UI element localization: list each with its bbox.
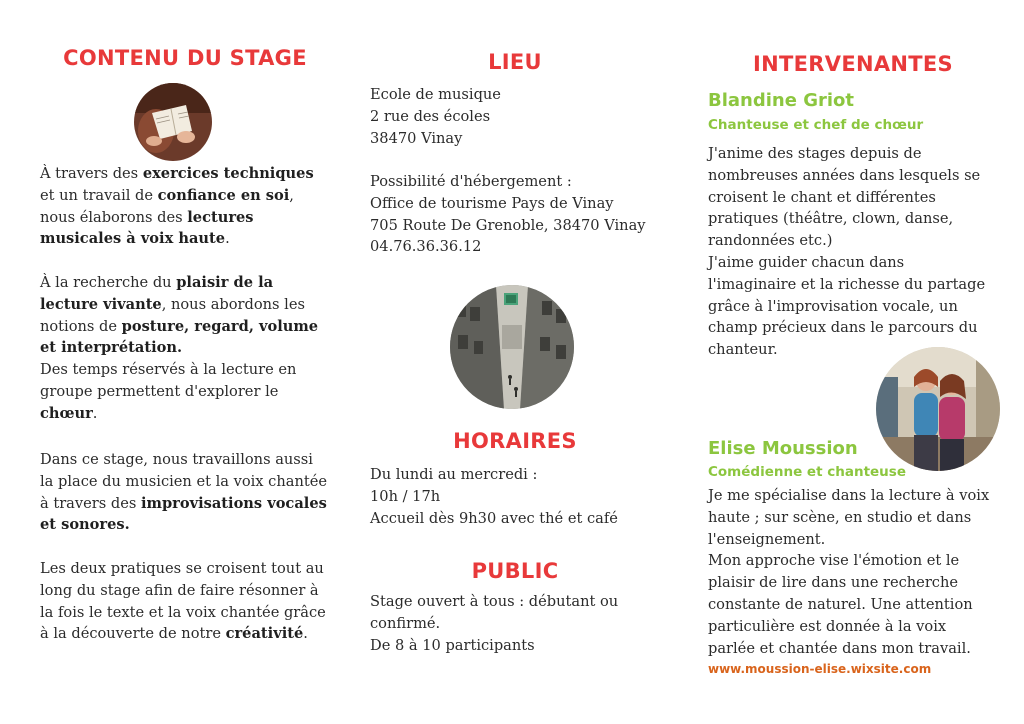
elise-name: Elise Moussion	[708, 438, 858, 459]
public-heading: PUBLIC	[471, 559, 559, 583]
blandine-name: Blandine Griot	[708, 90, 854, 111]
contenu-paragraph-1: À travers des exercices techniques et un travail de confiance en soi, nous élaborons des lectures musicales à voix haute.	[40, 165, 314, 248]
lieu-lodging: Possibilité d'hébergement : Office de tourisme Pays de Vinay 705 Route De Grenoble, 38470 Vinay 04.76.36.36.12	[370, 173, 646, 256]
public-lines: Stage ouvert à tous : débutant ou confirmé. De 8 à 10 participants	[370, 593, 619, 654]
contenu-paragraph-2: À la recherche du plaisir de la lecture vivante, nous abordons les notions de posture, regard, volume et interprétation. Des temps réservés à la lecture en groupe permettent d'explorer le chœur.	[40, 274, 319, 422]
contenu-column	[40, 0, 330, 724]
intervenantes-photo	[876, 347, 1000, 471]
contenu-paragraph-3: Dans ce stage, nous travaillons aussi la place du musicien et la voix chantée à travers des improvisations vocales et sonores.	[40, 451, 327, 534]
horaires-heading: HORAIRES	[453, 429, 577, 453]
intervenantes-column	[708, 0, 998, 724]
contenu-heading: CONTENU DU STAGE	[63, 46, 307, 70]
horaires-lines: Du lundi au mercredi : 10h / 17h Accueil dès 9h30 avec thé et café	[370, 466, 618, 527]
elise-website-link[interactable]: www.moussion-elise.wixsite.com	[708, 662, 932, 676]
vintage-postcard-photo	[450, 285, 574, 409]
blandine-role: Chanteuse et chef de chœur	[708, 117, 924, 133]
reading-photo	[134, 83, 212, 161]
lieu-heading: LIEU	[488, 50, 542, 74]
elise-role: Comédienne et chanteuse	[708, 464, 906, 480]
elise-bio: Je me spécialise dans la lecture à voix haute ; sur scène, en studio et dans l'enseignement. Mon approche vise l'émotion et le plaisir de lire dans une recherche constante de naturel. Une attention particulière est donnée à la voix parlée et chantée dans mon travail.	[708, 487, 990, 657]
blandine-bio: J'anime des stages depuis de nombreuses années dans lesquels se croisent le chant et différentes pratiques (théâtre, clown, danse, randonnées etc.) J'aime guider chacun dans l'imaginaire et la richesse du partage grâce à l'improvisation vocale, un champ précieux dans le parcours du chanteur.	[708, 145, 986, 359]
lieu-column	[370, 0, 660, 724]
contenu-paragraph-4: Les deux pratiques se croisent tout au long du stage afin de faire résonner à la fois le texte et la voix chantée grâce à la découverte de notre créativité.	[40, 560, 326, 643]
intervenantes-heading: INTERVENANTES	[753, 52, 953, 76]
lieu-address: Ecole de musique 2 rue des écoles 38470 Vinay	[370, 86, 501, 147]
